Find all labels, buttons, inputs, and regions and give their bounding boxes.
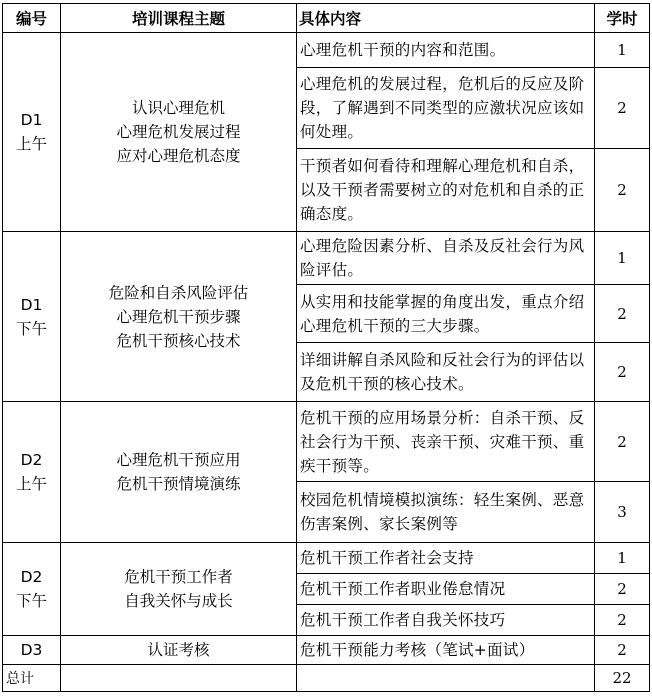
table-row [3, 232, 650, 285]
session-topic-line: 应对心理危机态度 [116, 147, 241, 165]
session-code [3, 543, 61, 636]
table-row [3, 402, 650, 482]
session-topic-line: 自我关怀与成长 [124, 592, 233, 610]
content-cell: 心理危机的发展过程，危机后的反应及阶段，了解遇到不同类型的应激状况应该如何处理。 [297, 68, 595, 149]
content-cell: 校园危机情境模拟演练：轻生案例、恶意伤害案例、家长案例等 [297, 482, 595, 543]
header-row [3, 4, 650, 33]
hours-cell: 1 [595, 33, 650, 68]
hours-cell: 2 [595, 285, 650, 343]
content-cell: 心理危险因素分析、自杀及反社会行为风险评估。 [297, 232, 595, 285]
session-topic [61, 33, 297, 232]
session-code-line: 下午 [15, 319, 47, 338]
session-topic-line: 心理危机发展过程 [116, 123, 241, 141]
hours-cell: 2 [595, 68, 650, 149]
session-code [3, 33, 61, 232]
session-code-line: 上午 [15, 135, 47, 153]
session-code-line: 上午 [15, 475, 47, 493]
content-cell: 危机干预工作者自我关怀技巧 [297, 605, 595, 636]
training-schedule-table [2, 3, 650, 692]
table-row [3, 543, 650, 574]
session-topic [61, 543, 297, 636]
table-row [3, 636, 650, 665]
header-content: 具体内容 [297, 4, 595, 33]
session-topic-line: 危机干预核心技术 [116, 331, 241, 350]
session-topic-line: 认识心理危机 [131, 99, 225, 117]
session-code [3, 232, 61, 402]
session-code-line: D2 [20, 451, 43, 469]
hours-cell: 2 [595, 605, 650, 636]
total-hours: 22 [595, 665, 650, 692]
content-cell: 危机干预的应用场景分析：自杀干预、反社会行为干预、丧亲干预、灾难干预、重疾干预等。 [297, 402, 595, 482]
total-row [3, 665, 650, 692]
session-code-line: D1 [20, 111, 43, 129]
hours-cell: 1 [595, 543, 650, 574]
header-hours: 学时 [595, 4, 650, 33]
hours-cell: 2 [595, 149, 650, 232]
hours-cell: 2 [595, 574, 650, 605]
hours-cell: 1 [595, 232, 650, 285]
session-code-line: D3 [20, 641, 43, 659]
session-topic-line: 危机干预工作者 [124, 568, 233, 586]
session-topic [61, 232, 297, 402]
header-topic: 培训课程主题 [61, 4, 297, 33]
session-topic [61, 636, 297, 665]
content-cell: 心理危机干预的内容和范围。 [297, 33, 595, 68]
session-code-line: D1 [20, 295, 43, 314]
session-code [3, 636, 61, 665]
session-topic-line: 认证考核 [147, 641, 210, 659]
session-code-line: 下午 [15, 592, 47, 610]
header-code: 编号 [3, 4, 61, 33]
total-empty-cell [297, 665, 595, 692]
session-topic-line: 心理危机干预步骤 [116, 307, 241, 326]
content-cell: 危机干预工作者职业倦怠情况 [297, 574, 595, 605]
content-cell: 从实用和技能掌握的角度出发，重点介绍心理危机干预的三大步骤。 [297, 285, 595, 343]
session-code-line: D2 [20, 568, 43, 586]
session-topic-line: 危险和自杀风险评估 [108, 283, 249, 302]
content-cell: 详细讲解自杀风险和反社会行为的评估以及危机干预的核心技术。 [297, 343, 595, 402]
hours-cell: 2 [595, 636, 650, 665]
total-label: 总计 [3, 665, 61, 692]
hours-cell: 3 [595, 482, 650, 543]
session-topic-line: 危机干预情境演练 [116, 475, 241, 493]
content-cell: 危机干预工作者社会支持 [297, 543, 595, 574]
hours-cell: 2 [595, 343, 650, 402]
session-code [3, 402, 61, 543]
total-empty-cell [61, 665, 297, 692]
session-topic-line: 心理危机干预应用 [116, 451, 241, 469]
table-row [3, 33, 650, 68]
content-cell: 危机干预能力考核（笔试+面试） [297, 636, 595, 665]
hours-cell: 2 [595, 402, 650, 482]
content-cell: 干预者如何看待和理解心理危机和自杀，以及干预者需要树立的对危机和自杀的正确态度。 [297, 149, 595, 232]
session-topic [61, 402, 297, 543]
